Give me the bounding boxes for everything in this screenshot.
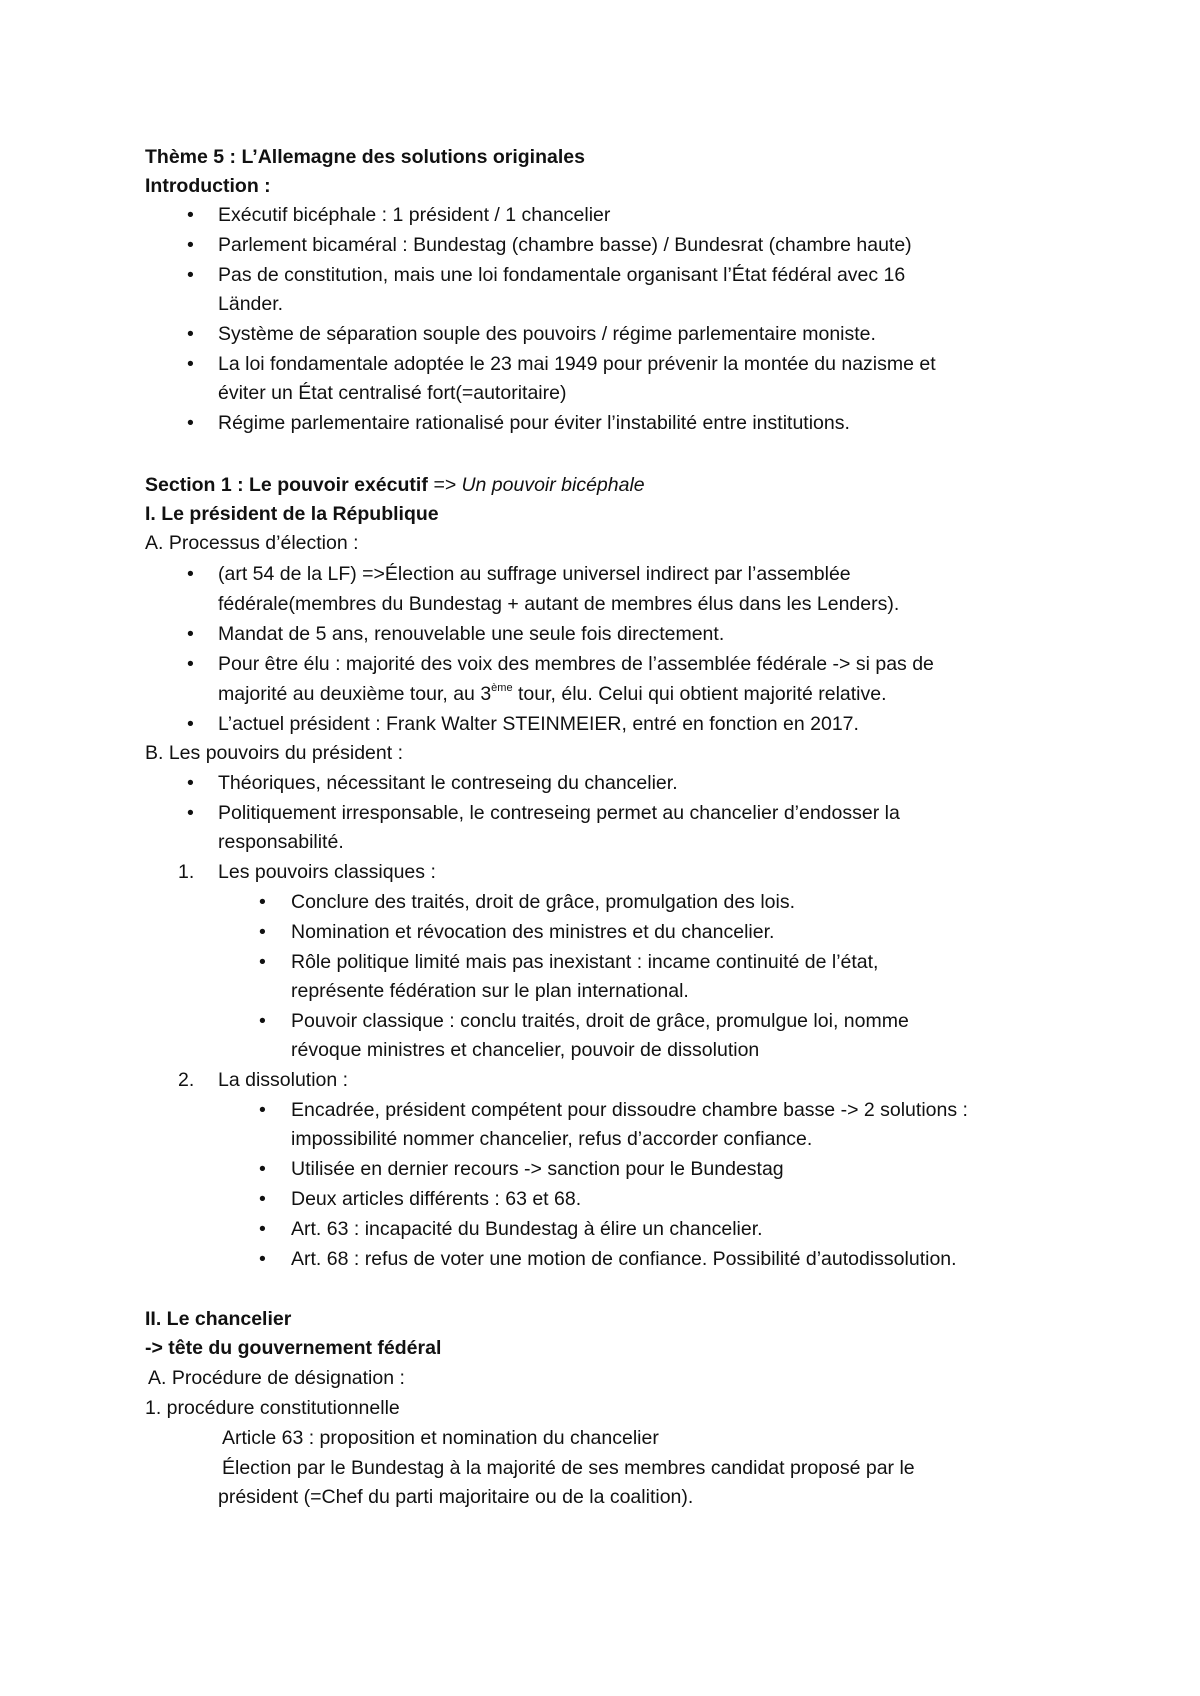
bullet-icon: • xyxy=(259,891,266,913)
intro-heading: Introduction : xyxy=(145,175,271,197)
part-heading-president: I. Le président de la République xyxy=(145,503,439,525)
dissolution-line: Deux articles différents : 63 et 68. xyxy=(291,1188,582,1210)
dissolution-heading: La dissolution : xyxy=(218,1069,349,1091)
dissolution-line: Encadrée, président compétent pour dissoudre chambre basse -> 2 solutions : xyxy=(291,1099,968,1121)
powers-line: responsabilité. xyxy=(218,831,344,853)
procedure-item: 1. procédure constitutionnelle xyxy=(145,1397,400,1419)
election-line: fédérale(membres du Bundestag + autant de membres élus dans les Lenders). xyxy=(218,593,900,615)
bullet-icon: • xyxy=(187,353,194,375)
classic-powers-heading: Les pouvoirs classiques : xyxy=(218,861,436,883)
intro-bullet-continuation: Länder. xyxy=(218,293,284,315)
bullet-icon: • xyxy=(259,1188,266,1210)
election-line: (art 54 de la LF) =>Élection au suffrage universel indirect par l’assemblée xyxy=(218,563,851,585)
election-line-part: tour, élu. Celui qui obtient majorité relative. xyxy=(512,683,887,705)
bullet-icon: • xyxy=(259,921,266,943)
bullet-icon: • xyxy=(187,713,194,735)
bullet-icon: • xyxy=(187,323,194,345)
election-line: Mandat de 5 ans, renouvelable une seule fois directement. xyxy=(218,623,725,645)
dissolution-line: impossibilité nommer chancelier, refus d’accorder confiance. xyxy=(291,1128,813,1150)
list-number: 2. xyxy=(178,1069,195,1091)
article-63-line: Article 63 : proposition et nomination du chancelier xyxy=(222,1427,659,1449)
bullet-icon: • xyxy=(187,412,194,434)
section-subtitle: Un pouvoir bicéphale xyxy=(461,474,645,496)
intro-bullet: La loi fondamentale adoptée le 23 mai 1949 pour prévenir la montée du nazisme et xyxy=(218,353,936,375)
classic-power-line: Pouvoir classique : conclu traités, droit de grâce, promulgue loi, nomme xyxy=(291,1010,909,1032)
section-heading xyxy=(145,471,645,500)
part-subheading-chancellor: -> tête du gouvernement fédéral xyxy=(145,1337,442,1359)
intro-bullet: Parlement bicaméral : Bundestag (chambre basse) / Bundesrat (chambre haute) xyxy=(218,234,912,256)
bullet-icon: • xyxy=(259,1158,266,1180)
bullet-icon: • xyxy=(187,234,194,256)
bullet-icon: • xyxy=(187,802,194,824)
bullet-icon: • xyxy=(187,264,194,286)
classic-power-line: Conclure des traités, droit de grâce, promulgation des lois. xyxy=(291,891,796,913)
election-detail-line: président (=Chef du parti majoritaire ou de la coalition). xyxy=(218,1486,694,1508)
bullet-icon: • xyxy=(259,1218,266,1240)
election-line: Pour être élu : majorité des voix des membres de l’assemblée fédérale -> si pas de xyxy=(218,653,934,675)
bullet-icon: • xyxy=(259,1248,266,1270)
bullet-icon: • xyxy=(187,772,194,794)
classic-power-line: Nomination et révocation des ministres et du chancelier. xyxy=(291,921,775,943)
subsection-heading-election: A. Processus d’élection : xyxy=(145,532,359,554)
superscript-eme: ème xyxy=(491,681,513,694)
section-heading-text: Section 1 : Le pouvoir exécutif xyxy=(145,474,428,496)
dissolution-line: Utilisée en dernier recours -> sanction pour le Bundestag xyxy=(291,1158,784,1180)
intro-bullet: Régime parlementaire rationalisé pour éviter l’instabilité entre institutions. xyxy=(218,412,850,434)
dissolution-line: Art. 68 : refus de voter une motion de confiance. Possibilité d’autodissolution. xyxy=(291,1248,957,1270)
bullet-icon: • xyxy=(187,563,194,585)
section-arrow: => xyxy=(427,474,462,496)
intro-bullet-continuation: éviter un État centralisé fort(=autoritaire) xyxy=(218,382,567,404)
subsection-heading-designation: A. Procédure de désignation : xyxy=(148,1367,405,1389)
bullet-icon: • xyxy=(259,951,266,973)
bullet-icon: • xyxy=(187,204,194,226)
election-detail-line: Élection par le Bundestag à la majorité de ses membres candidat proposé par le xyxy=(222,1457,915,1479)
list-number: 1. xyxy=(178,861,195,883)
classic-power-line: Rôle politique limité mais pas inexistant : incame continuité de l’état, xyxy=(291,951,879,973)
intro-bullet: Pas de constitution, mais une loi fondamentale organisant l’État fédéral avec 16 xyxy=(218,264,906,286)
dissolution-line: Art. 63 : incapacité du Bundestag à élire un chancelier. xyxy=(291,1218,763,1240)
intro-bullet: Système de séparation souple des pouvoirs / régime parlementaire moniste. xyxy=(218,323,876,345)
election-line: L’actuel président : Frank Walter STEINMEIER, entré en fonction en 2017. xyxy=(218,713,859,735)
intro-bullet: Exécutif bicéphale : 1 président / 1 chancelier xyxy=(218,204,611,226)
subsection-heading-powers: B. Les pouvoirs du président : xyxy=(145,742,403,764)
document-title: Thème 5 : L’Allemagne des solutions originales xyxy=(145,146,585,168)
bullet-icon: • xyxy=(187,623,194,645)
bullet-icon: • xyxy=(259,1099,266,1121)
bullet-icon: • xyxy=(259,1010,266,1032)
powers-line: Politiquement irresponsable, le contreseing permet au chancelier d’endosser la xyxy=(218,802,900,824)
powers-line: Théoriques, nécessitant le contreseing du chancelier. xyxy=(218,772,678,794)
election-line xyxy=(218,680,887,709)
classic-power-line: révoque ministres et chancelier, pouvoir de dissolution xyxy=(291,1039,760,1061)
classic-power-line: représente fédération sur le plan international. xyxy=(291,980,689,1002)
part-heading-chancellor: II. Le chancelier xyxy=(145,1308,292,1330)
election-line-part: majorité au deuxième tour, au 3 xyxy=(218,683,492,705)
bullet-icon: • xyxy=(187,653,194,675)
